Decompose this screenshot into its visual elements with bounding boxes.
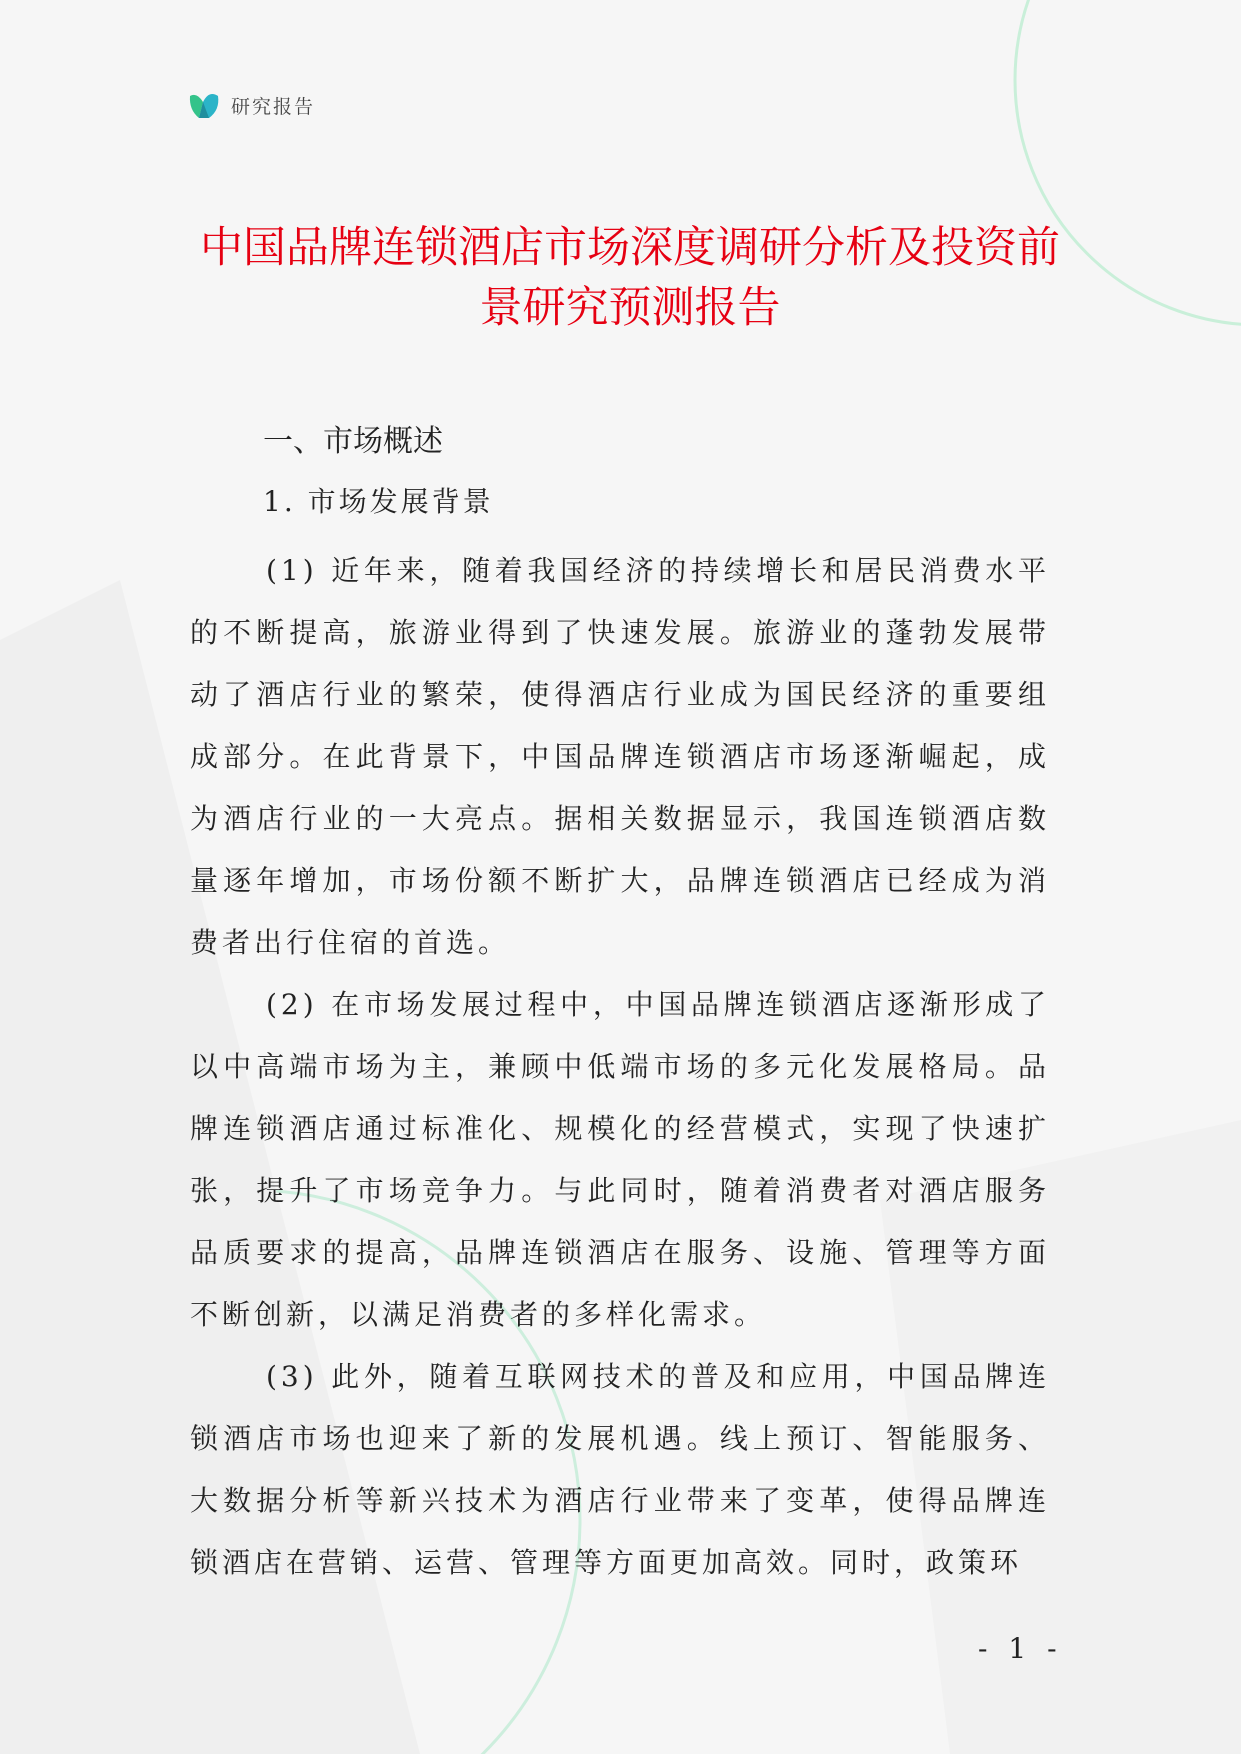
document-body [190,418,1050,1594]
subsection-heading: 1. 市场发展背景 [263,485,494,518]
brand-logo-icon [187,88,221,122]
page-number: - 1 - [978,1632,1063,1665]
report-header [187,88,315,122]
paragraph: (1) 近年来，随着我国经济的持续增长和居民消费水平的不断提高，旅游业得到了快速发展。旅游业的蓬勃发展带动了酒店行业的繁荣，使得酒店行业成为国民经济的重要组成部分。在此背景下，中国品牌连锁酒店市场逐渐崛起，成为酒店行业的一大亮点。据相关数据显示，我国连锁酒店数量逐年增加，市场份额不断扩大，品牌连锁酒店已经成为消费者出行住宿的首选。 [190,554,1050,959]
paragraph: (3) 此外，随着互联网技术的普及和应用，中国品牌连锁酒店市场也迎来了新的发展机遇。线上预订、智能服务、大数据分析等新兴技术为酒店行业带来了变革，使得品牌连锁酒店在营销、运营、管理等方面更加高效。同时，政策环 [190,1360,1050,1579]
brand-label: 研究报告 [231,95,316,118]
document-title: 中国品牌连锁酒店市场深度调研分析及投资前景研究预测报告 [200,223,1060,333]
paragraph: (2) 在市场发展过程中，中国品牌连锁酒店逐渐形成了以中高端市场为主，兼顾中低端市场的多元化发展格局。品牌连锁酒店通过标准化、规模化的经营模式，实现了快速扩张，提升了市场竞争力。与此同时，随着消费者对酒店服务品质要求的提高，品牌连锁酒店在服务、设施、管理等方面不断创新，以满足消费者的多样化需求。 [190,988,1050,1331]
section-heading: 一、市场概述 [263,424,443,459]
